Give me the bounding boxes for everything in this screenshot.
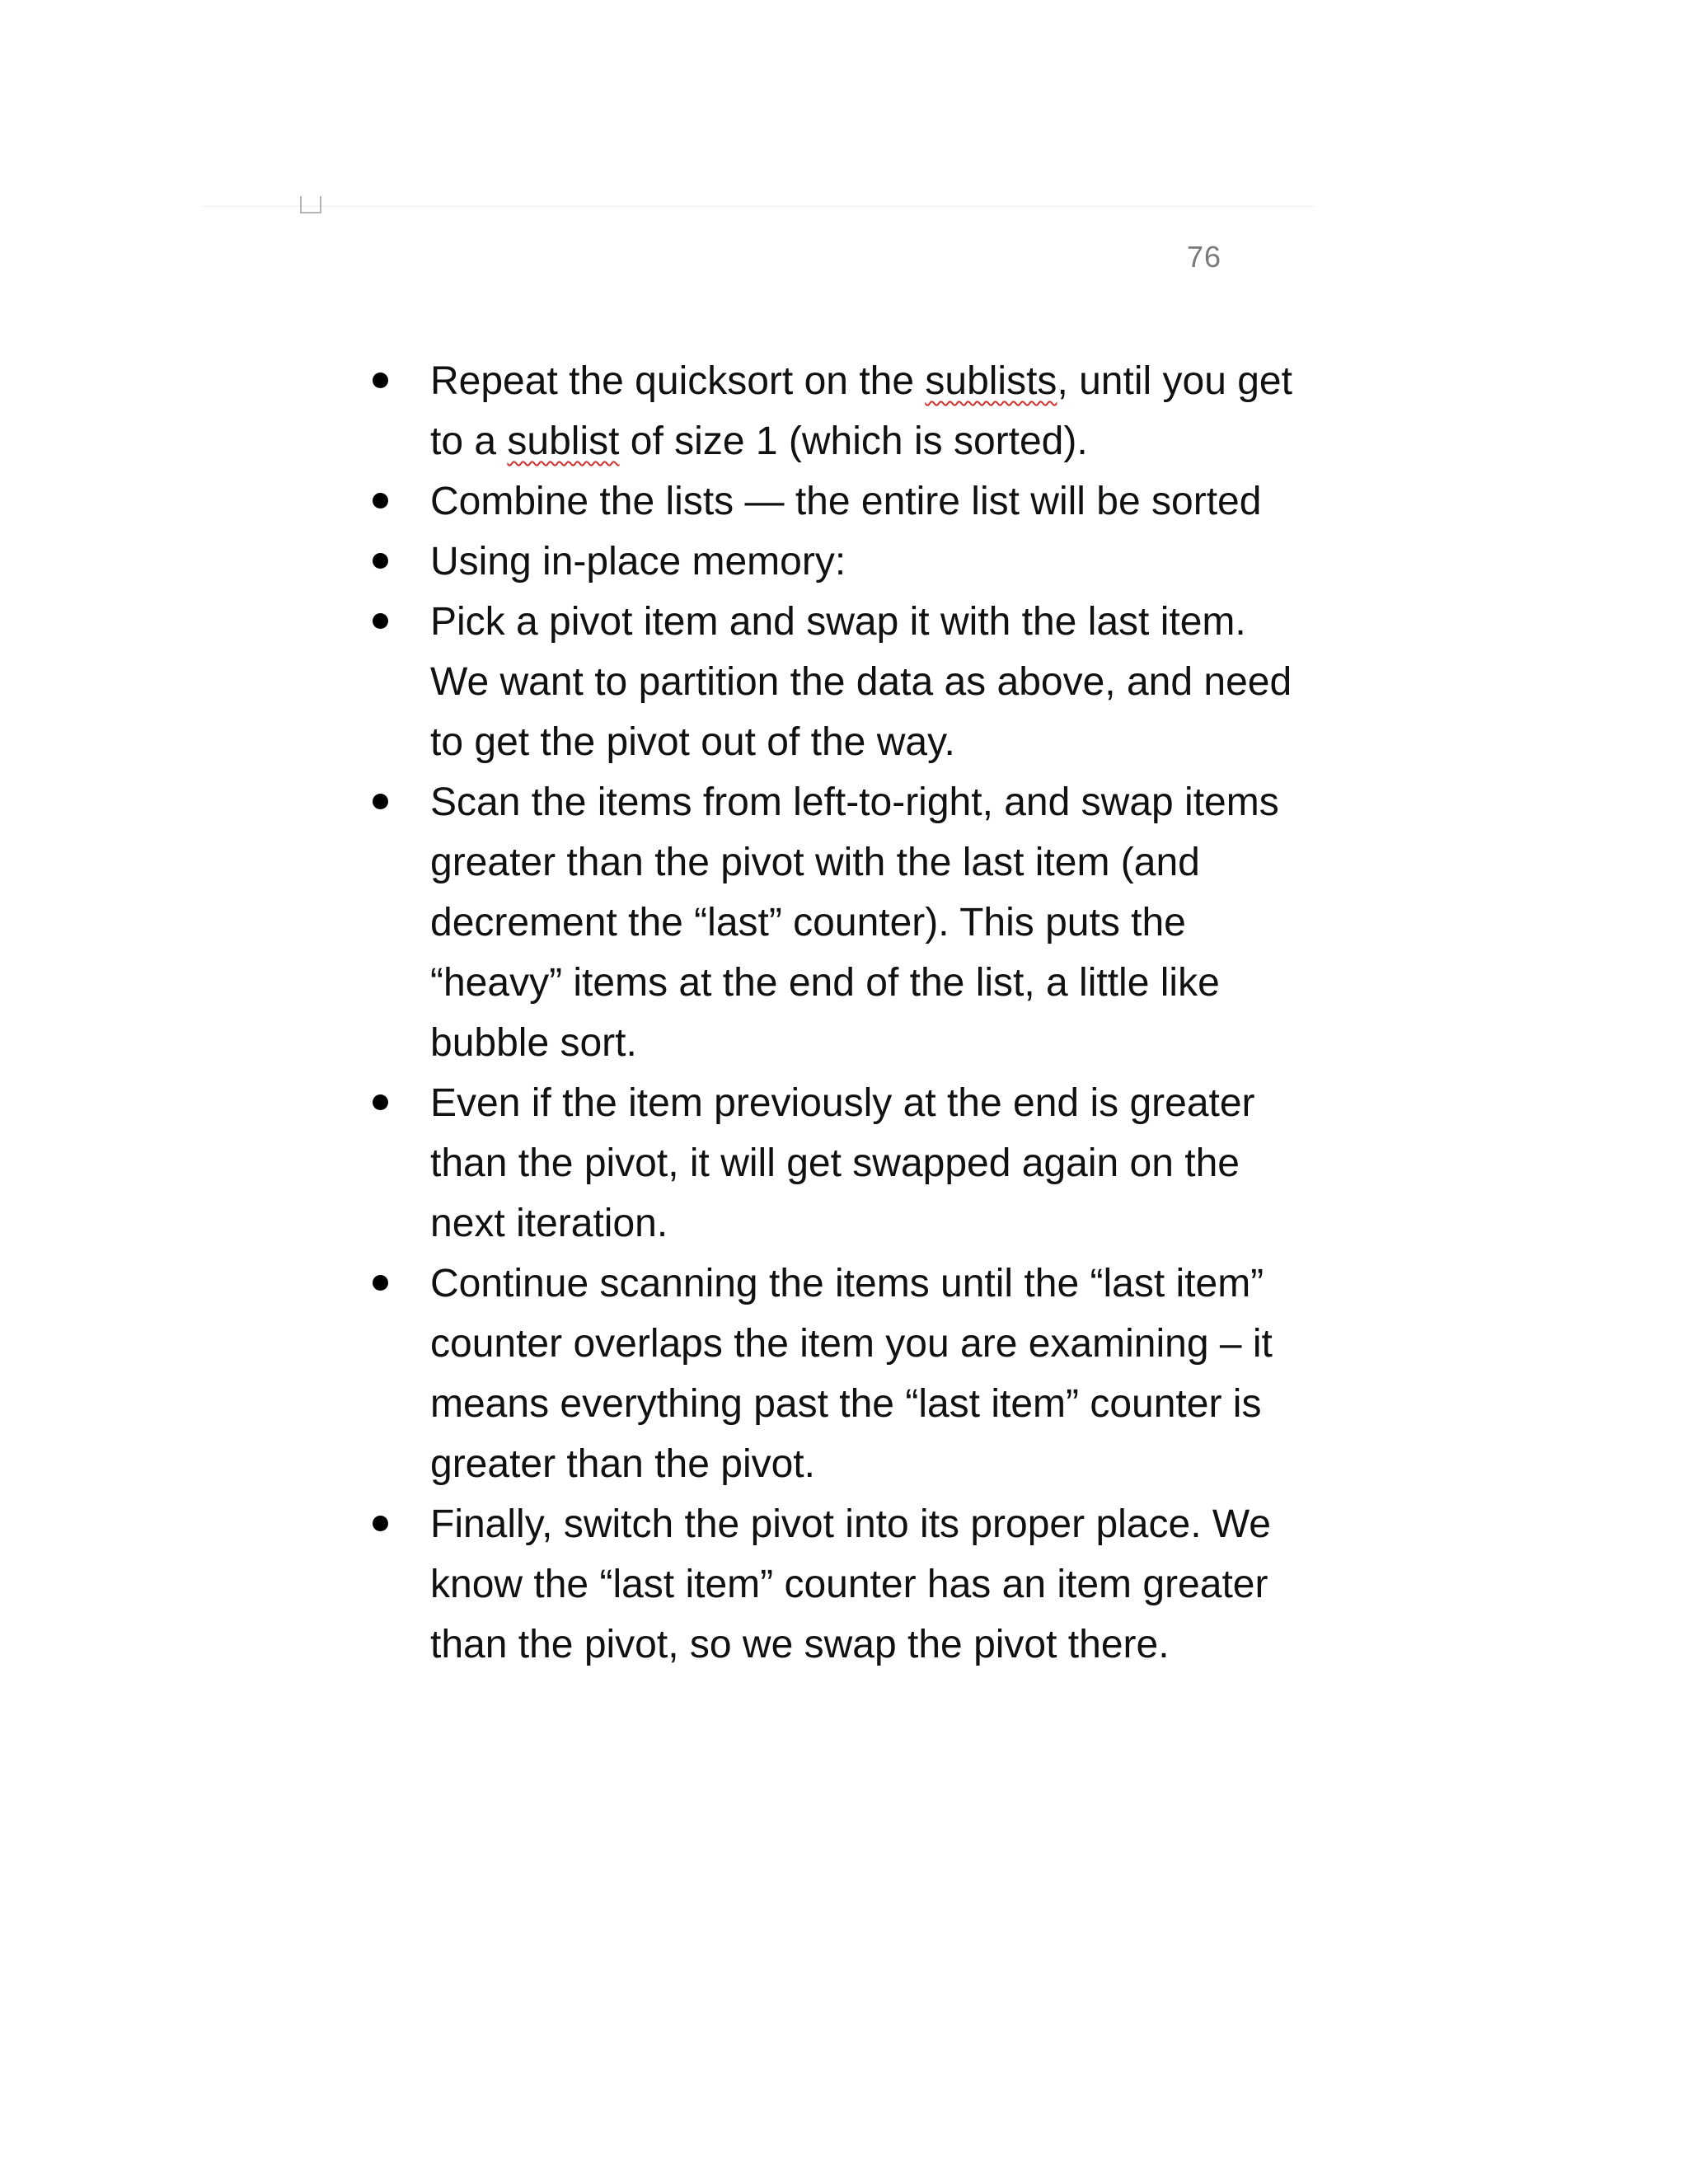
bullet-icon bbox=[373, 373, 388, 388]
bullet-icon bbox=[373, 1516, 388, 1531]
bullet-icon bbox=[373, 613, 388, 629]
text-boundary-corner-icon bbox=[300, 196, 321, 213]
list-item-text: Finally, switch the pivot into its proper place. We know the “last item” counter has an item greater than the pivot, so we swap the pivot there. bbox=[430, 1502, 1271, 1666]
list-item bbox=[363, 351, 1294, 471]
list-item bbox=[363, 1494, 1294, 1675]
list-item-text: of size 1 (which is sorted). bbox=[619, 419, 1088, 463]
bullet-icon bbox=[373, 493, 388, 509]
bullet-icon bbox=[373, 1275, 388, 1291]
list-item-text: Using in-place memory: bbox=[430, 540, 846, 583]
list-item-text: Even if the item previously at the end is greater than the pivot, it will get swapped again on the next iteration. bbox=[430, 1081, 1255, 1245]
header-divider bbox=[201, 206, 1315, 207]
list-item-text: Repeat the quicksort on the bbox=[430, 359, 926, 403]
list-item bbox=[363, 772, 1294, 1073]
list-item-text: , until you get to a bbox=[430, 359, 1292, 463]
list-item bbox=[363, 471, 1294, 532]
list-item bbox=[363, 592, 1294, 772]
list-item bbox=[363, 1254, 1294, 1494]
misspelled-word[interactable]: sublist bbox=[507, 419, 620, 463]
list-item bbox=[363, 1073, 1294, 1254]
list-item-text: Continue scanning the items until the “last item” counter overlaps the item you are examining – it means everything past the “last item” counter is greater than the pivot. bbox=[430, 1262, 1273, 1486]
list-item-text: Pick a pivot item and swap it with the last item. We want to partition the data as above, and need to get the pivot out of the way. bbox=[430, 600, 1292, 764]
page-number: 76 bbox=[1187, 240, 1222, 274]
bullet-icon bbox=[373, 553, 388, 569]
list-item-text: Combine the lists — the entire list will be sorted bbox=[430, 480, 1262, 523]
list-item-text: Scan the items from left-to-right, and swap items greater than the pivot with the last item (and decrement the “last” counter). This puts the “heavy” items at the end of the list, a little like bubble sort. bbox=[430, 780, 1279, 1065]
bullet-icon bbox=[373, 794, 388, 809]
bullet-list bbox=[363, 351, 1294, 1675]
misspelled-word[interactable]: sublists bbox=[925, 359, 1057, 403]
list-item bbox=[363, 532, 1294, 592]
bullet-icon bbox=[373, 1094, 388, 1110]
